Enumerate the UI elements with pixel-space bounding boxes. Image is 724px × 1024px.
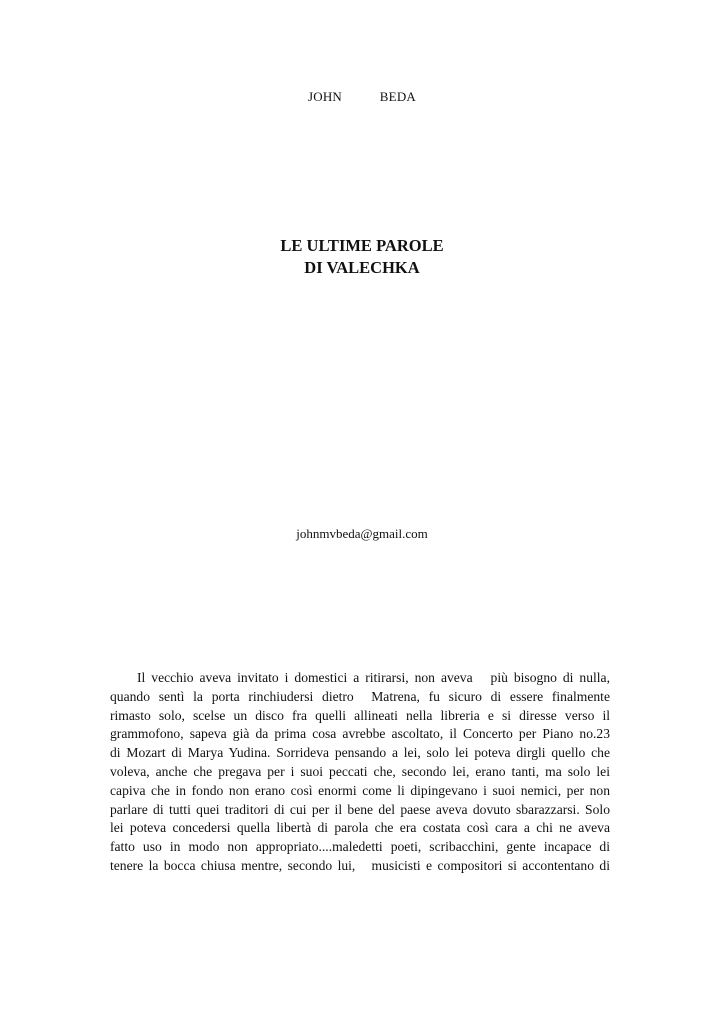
- author-name: JOHN BEDA: [307, 89, 416, 104]
- body-line: grammofono, sapeva già da prima cosa avrebbe ascoltato, il Concerto per Piano no.23: [110, 726, 610, 742]
- body-line: fatto uso in modo non appropriato....maledetti poeti, scribacchini, gente incapace di: [110, 839, 610, 855]
- body-line: lei poteva concedersi quella libertà di parola che era costata così cara a chi ne aveva: [110, 820, 610, 836]
- body-line: tenere la bocca chiusa mentre, secondo lui, musicisti e compositori si accontentano di: [110, 857, 610, 873]
- author-email: johnmvbeda@gmail.com: [296, 526, 428, 541]
- body-line: capiva che in fondo non erano così enormi come li dipingevano i suoi nemici, per non: [110, 782, 610, 798]
- body-line: quando sentì la porta rinchiudersi dietro Matrena, fu sicuro di essere finalmente: [110, 688, 610, 704]
- body-line: voleva, anche che pregava per i suoi peccati che, secondo lei, erano tanti, ma solo lei: [110, 763, 610, 779]
- title-line: DI VALECHKA: [304, 258, 420, 277]
- document-title: [0, 235, 724, 279]
- body-line: parlare di tutti quei traditori di cui per il bene del paese aveva dovuto sbarazzarsi. Solo: [110, 801, 610, 817]
- title-line: LE ULTIME PAROLE: [280, 236, 444, 255]
- body-line: Il vecchio aveva invitato i domestici a ritirarsi, non aveva più bisogno di nulla,: [137, 670, 610, 685]
- body-paragraph: [110, 669, 610, 876]
- body-line: di Mozart di Marya Yudina. Sorrideva pensando a lei, solo lei poteva dirgli quello che: [110, 745, 610, 761]
- body-line: rimasto solo, scelse un disco fra quelli allineati nella libreria e si diresse verso il: [110, 707, 610, 723]
